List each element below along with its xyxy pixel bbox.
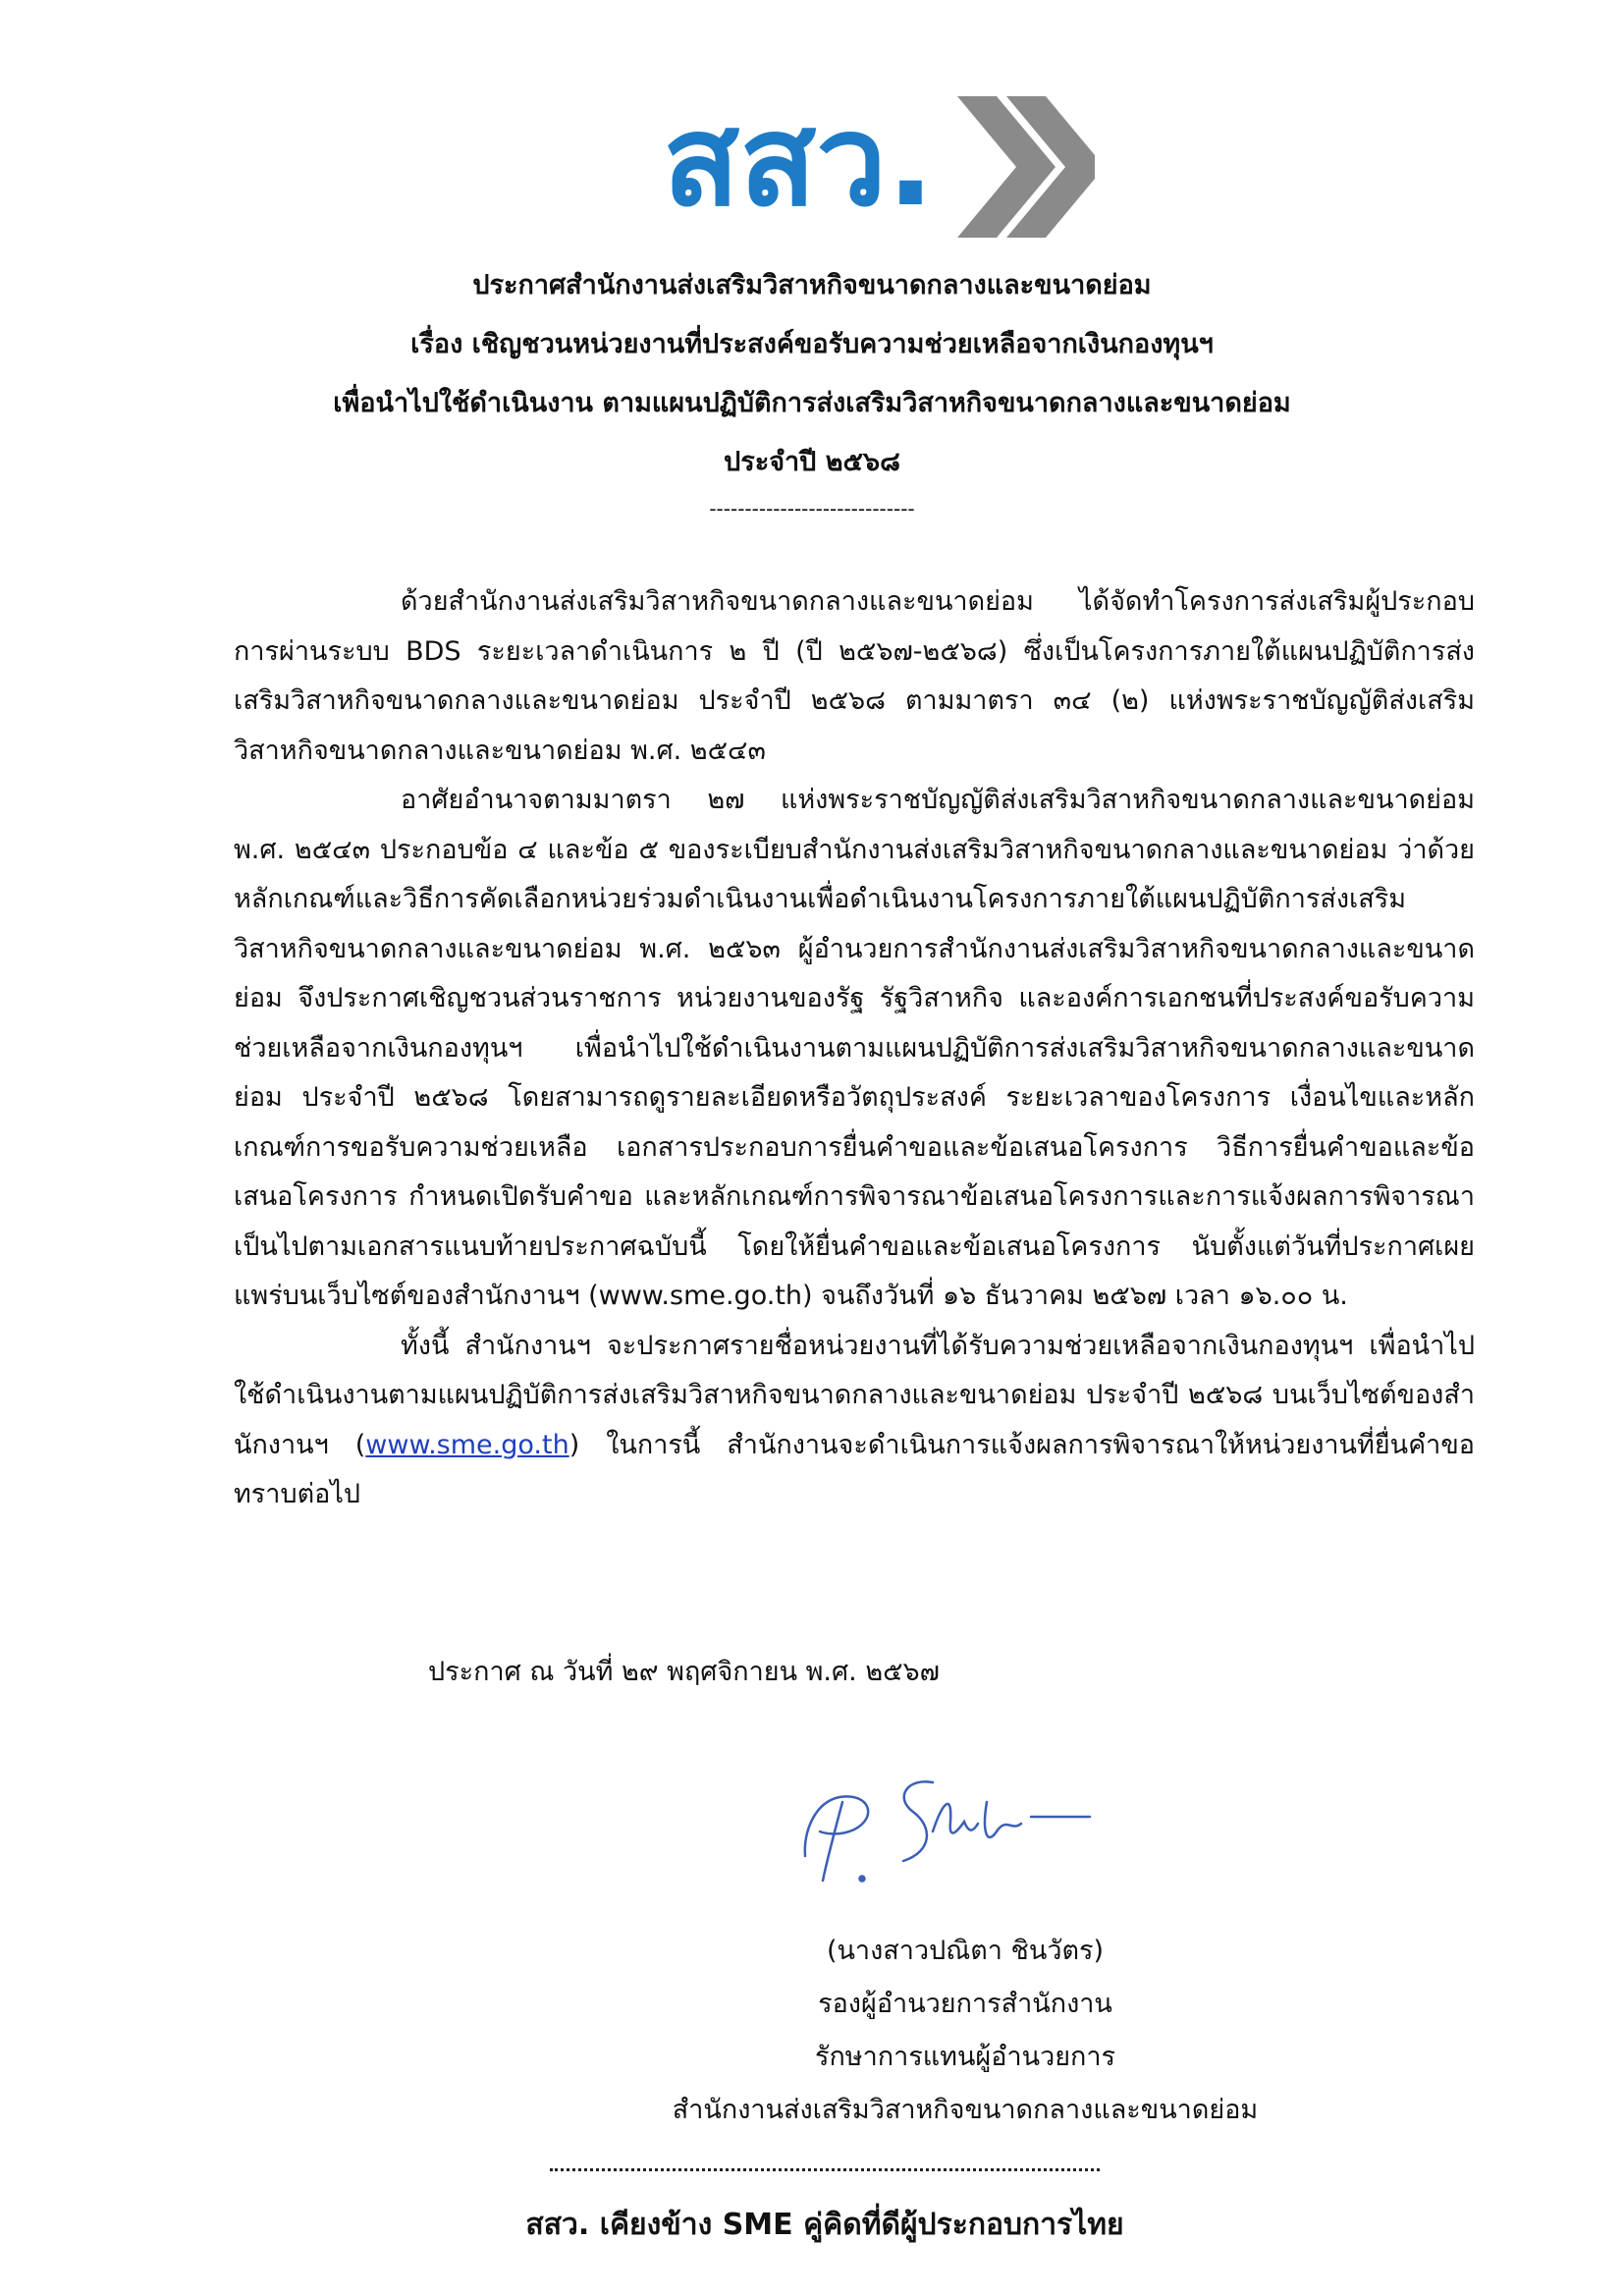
paragraph-3-text-b: ) ในการนี้ สำนักงานจะดำเนินการแจ้งผลการพิจารณาให้หน่วยงานที่ยื่นคำขอทราบต่อไป (234, 1429, 1475, 1509)
signer-title-1: รองผู้อำนวยการสำนักงาน (818, 1989, 1112, 2019)
heading-separator: ----------------------------- (709, 497, 915, 520)
heading-year: ประจำปี ๒๕๖๘ (724, 447, 900, 477)
paragraph-3-text-a: ทั้งนี้ สำนักงานฯ จะประกาศรายชื่อหน่วยงานที่ได้รับความช่วยเหลือจากเงินกองทุนฯ เพื่อนำไปใช้ดำเนินงานตามแผนปฏิบัติการส่งเสริมวิสาหกิจขนาดกลางและขนาดย่อม ประจำปี ๒๕๖๘ บนเว็บไซต์ของสำนักงานฯ ( (234, 1330, 1475, 1460)
sme-logo (663, 88, 1095, 246)
paragraph-2: อาศัยอำนาจตามมาตรา ๒๗ แห่งพระราชบัญญัติส่งเสริมวิสาหกิจขนาดกลางและขนาดย่อม พ.ศ. ๒๕๔๓ ประกอบข้อ ๔ และข้อ ๕ ของระเบียบสำนักงานส่งเสริมวิสาหกิจขนาดกลางและขนาดย่อม ว่าด้วยหลักเกณฑ์และวิธีการคัดเลือกหน่วยร่วมดำเนินงานเพื่อดำเนินงานโครงการภายใต้แผนปฏิบัติการส่งเสริมวิสาหกิจขนาดกลางและขนาดย่อม พ.ศ. ๒๕๖๓ ผู้อำนวยการสำนักงานส่งเสริมวิสาหกิจขนาดกลางและขนาดย่อม จึงประกาศเชิญชวนส่วนราชการ หน่วยงานของรัฐ รัฐวิสาหกิจ และองค์การเอกชนที่ประสงค์ขอรับความช่วยเหลือจากเงินกองทุนฯ เพื่อนำไปใช้ดำเนินงานตามแผนปฏิบัติการส่งเสริมวิสาหกิจขนาดกลางและขนาดย่อม ประจำปี ๒๕๖๘ โดยสามารถดูรายละเอียดหรือวัตถุประสงค์ ระยะเวลาของโครงการ เงื่อนไขและหลักเกณฑ์การขอรับความช่วยเหลือ เอกสารประกอบการยื่นคำขอและข้อเสนอโครงการ วิธีการยื่นคำขอและข้อเสนอโครงการ กำหนดเปิดรับคำขอ และหลักเกณฑ์การพิจารณาข้อเสนอโครงการและการแจ้งผลการพิจารณาเป็นไปตามเอกสารแนบท้ายประกาศฉบับนี้ โดยให้ยื่นคำขอและข้อเสนอโครงการ นับตั้งแต่วันที่ประกาศเผยแพร่บนเว็บไซต์ของสำนักงานฯ (www.sme.go.th) จนถึงวันที่ ๑๖ ธันวาคม ๒๕๖๗ เวลา ๑๖.๐๐ น. (234, 785, 1475, 1311)
chevron-icon (957, 96, 1095, 238)
announcement-body (234, 577, 1475, 1520)
signer-title-3: สำนักงานส่งเสริมวิสาหกิจขนาดกลางและขนาดย่อม (672, 2095, 1259, 2125)
logo-wordmark: สสว. (663, 88, 935, 235)
signer-name: (นางสาวปณิตา ชินวัตร) (826, 1936, 1105, 1966)
signer-title-2: รักษาการแทนผู้อำนวยการ (814, 2042, 1116, 2072)
website-link[interactable]: www.sme.go.th (365, 1429, 569, 1460)
heading-title: ประกาศสำนักงานส่งเสริมวิสาหกิจขนาดกลางและขนาดย่อม (472, 270, 1152, 301)
footer-divider (550, 2168, 1100, 2171)
heading-purpose: เพื่อนำไปใช้ดำเนินงาน ตามแผนปฏิบัติการส่งเสริมวิสาหกิจขนาดกลางและขนาดย่อม (333, 388, 1291, 418)
heading-subject: เรื่อง เชิญชวนหน่วยงานที่ประสงค์ขอรับความช่วยเหลือจากเงินกองทุนฯ (410, 329, 1214, 359)
announce-date: ประกาศ ณ วันที่ ๒๙ พฤศจิกายน พ.ศ. ๒๕๖๗ (428, 1657, 940, 1687)
footer-slogan: สสว. เคียงข้าง SME คู่คิดที่ดีผู้ประกอบการไทย (525, 2208, 1124, 2242)
paragraph-1: ด้วยสำนักงานส่งเสริมวิสาหกิจขนาดกลางและขนาดย่อม ได้จัดทำโครงการส่งเสริมผู้ประกอบการผ่านระบบ BDS ระยะเวลาดำเนินการ ๒ ปี (ปี ๒๕๖๗-๒๕๖๘) ซึ่งเป็นโครงการภายใต้แผนปฏิบัติการส่งเสริมวิสาหกิจขนาดกลางและขนาดย่อม ประจำปี ๒๕๖๘ ตามมาตรา ๓๔ (๒) แห่งพระราชบัญญัติส่งเสริมวิสาหกิจขนาดกลางและขนาดย่อม พ.ศ. ๒๕๔๓ (234, 586, 1475, 766)
signature-image (785, 1763, 1119, 1900)
signature-block (0, 1925, 1624, 2137)
paragraph-3 (234, 1322, 1475, 1520)
